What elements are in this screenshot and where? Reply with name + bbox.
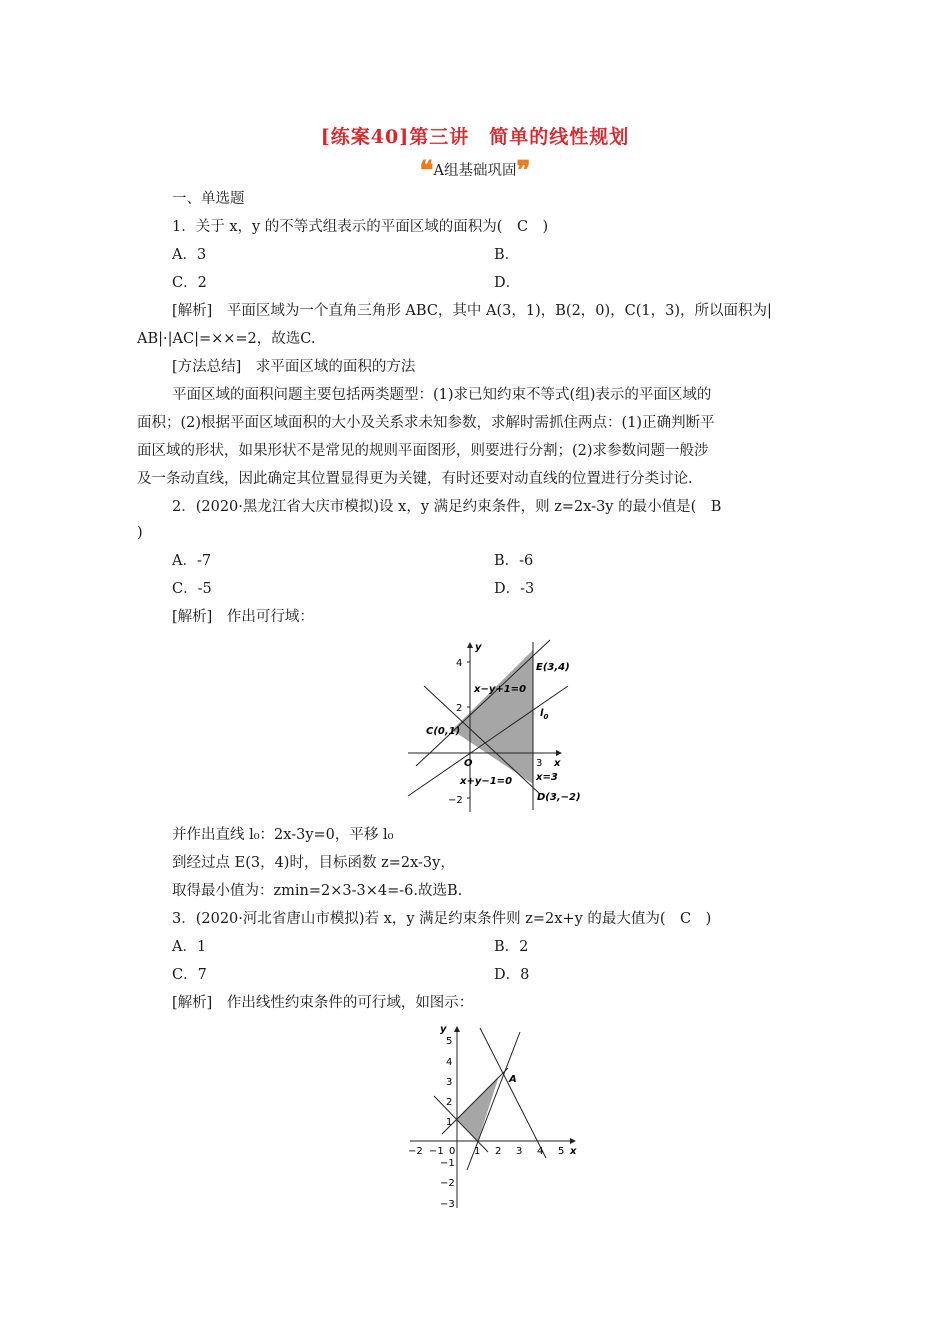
- q2-label-line-1: x−y+1=0: [474, 684, 527, 695]
- q3-x-tick-4: 4: [537, 1146, 544, 1157]
- q2-y-axis-label: y: [475, 642, 482, 653]
- q3-y-tick-m2: −2: [440, 1178, 455, 1189]
- q2-label-line-2: x+y−1=0: [460, 776, 513, 787]
- q3-shaded-region: [457, 1076, 499, 1141]
- q2-label-x-equals-3: x=3: [536, 772, 558, 783]
- q3-option-b: B．2: [494, 939, 529, 955]
- q2-tick-label-ym2: −2: [448, 795, 463, 806]
- q2-option-b: B．-6: [494, 553, 534, 569]
- q1-stem: 1．关于 x，y 的不等式组表示的平面区域的面积为( C ): [172, 219, 549, 235]
- q2-x-arrow-icon: [556, 750, 562, 756]
- group-label: A组基础巩固: [433, 163, 517, 179]
- q3-y-arrow-icon: [454, 1026, 460, 1032]
- open-quote-icon: ❝: [419, 156, 434, 186]
- q3-y-tick-4: 4: [446, 1057, 453, 1068]
- method-line3: 面区域的形状，如果形状不是常见的规则平面图形，则要进行分割；(2)求参数问题一般涉: [137, 443, 709, 459]
- q3-option-c: C．7: [172, 967, 207, 983]
- q3-feasible-region-figure: [402, 1018, 582, 1212]
- q3-x-arrow-icon: [570, 1138, 576, 1144]
- q2-origin-label: O: [464, 758, 473, 769]
- q3-x-tick-labels: [408, 1146, 564, 1157]
- q3-label-point-A: A: [509, 1074, 517, 1085]
- q2-y-arrow-icon: [467, 642, 473, 648]
- q2-feasible-region-figure: [400, 636, 600, 816]
- section-heading: 一、单选题: [172, 191, 245, 207]
- method-line1: 平面区域的面积问题主要包括两类题型：(1)求已知约束不等式(组)表示的平面区域的: [172, 387, 712, 403]
- q3-option-d: D．8: [494, 967, 530, 983]
- q2-stem-line1: 2．(2020·黑龙江省大庆市模拟)设 x，y 满足约束条件，则 z=2x-3y 的最小值是( B: [172, 499, 722, 515]
- q3-y-tick-3: 3: [446, 1077, 453, 1088]
- q3-x-tick-3: 3: [516, 1146, 523, 1157]
- q3-x-tick-1: 1: [474, 1146, 481, 1157]
- q2-option-c: C．-5: [172, 581, 212, 597]
- q3-option-a: A．1: [172, 939, 207, 955]
- q3-x-tick-2: 2: [495, 1146, 502, 1157]
- q3-y-tick-m1: −1: [440, 1158, 455, 1169]
- q3-y-tick-5: 5: [446, 1036, 453, 1047]
- q2-tick-label-x3: 3: [536, 758, 543, 769]
- q3-y-tick-2: 2: [446, 1097, 453, 1108]
- q2-x-axis-label: x: [554, 758, 561, 769]
- q1-analysis-line2: AB|·|AC|=××=2，故选C.: [137, 331, 316, 347]
- method-line4: 及一条动直线，因此确定其位置显得更为关键，有时还要对动直线的位置进行分类讨论.: [137, 471, 693, 487]
- q1-option-d: D．: [494, 275, 521, 291]
- group-header: [0, 156, 950, 186]
- q2-analysis: [解析] 作出可行域：: [172, 609, 314, 625]
- q2-option-a: A．-7: [172, 553, 212, 569]
- q2-tick-label-y4: 4: [456, 658, 463, 669]
- q3-y-axis-label: y: [440, 1024, 447, 1035]
- method-summary-title: [方法总结] 求平面区域的面积的方法: [172, 359, 416, 375]
- q2-tick-label-y2: 2: [456, 703, 463, 714]
- q3-x-tick-m2: −2: [408, 1146, 423, 1157]
- q2-after-line3: 取得最小值为：zmin=2×3-3×4=-6.故选B.: [172, 883, 463, 899]
- q3-analysis: [解析] 作出线性约束条件的可行域，如图示：: [172, 995, 474, 1011]
- q2-option-d: D．-3: [494, 581, 535, 597]
- q3-x-tick-0: 0: [449, 1146, 456, 1157]
- q2-after-line1: 并作出直线 l₀：2x-3y=0，平移 l₀: [172, 827, 394, 843]
- q1-analysis-line1: [解析] 平面区域为一个直角三角形 ABC，其中 A(3，1)，B(2，0)，C(1，3)，所以面积为|: [172, 303, 772, 319]
- q3-x-tick-5: 5: [558, 1146, 565, 1157]
- page-title: [练案40]第三讲 简单的线性规划: [320, 126, 630, 148]
- q3-y-tick-m3: −3: [440, 1199, 455, 1210]
- q3-stem: 3．(2020·河北省唐山市模拟)若 x，y 满足约束条件则 z=2x+y 的最大值为( C ): [172, 911, 712, 927]
- q3-x-axis-label: x: [570, 1146, 577, 1157]
- q2-stem-line2: ): [137, 525, 143, 541]
- q2-after-line2: 到经过点 E(3，4)时，目标函数 z=2x-3y，: [172, 855, 455, 871]
- q2-label-point-D: D(3,−2): [537, 792, 581, 803]
- q3-y-tick-1: 1: [446, 1117, 453, 1128]
- close-quote-icon: ❞: [516, 156, 531, 186]
- q2-label-l0: $l_0$: [540, 708, 549, 721]
- method-line2: 面积；(2)根据平面区域面积的大小及关系求未知参数，求解时需抓住两点：(1)正确判断平: [137, 415, 715, 431]
- q2-label-point-C: C(0,1): [426, 726, 461, 737]
- q1-option-c: C．2: [172, 275, 207, 291]
- q1-option-b: B．: [494, 247, 520, 263]
- q3-x-tick-m1: −1: [429, 1146, 444, 1157]
- q2-label-point-E: E(3,4): [536, 662, 570, 673]
- q1-option-a: A．3: [172, 247, 207, 263]
